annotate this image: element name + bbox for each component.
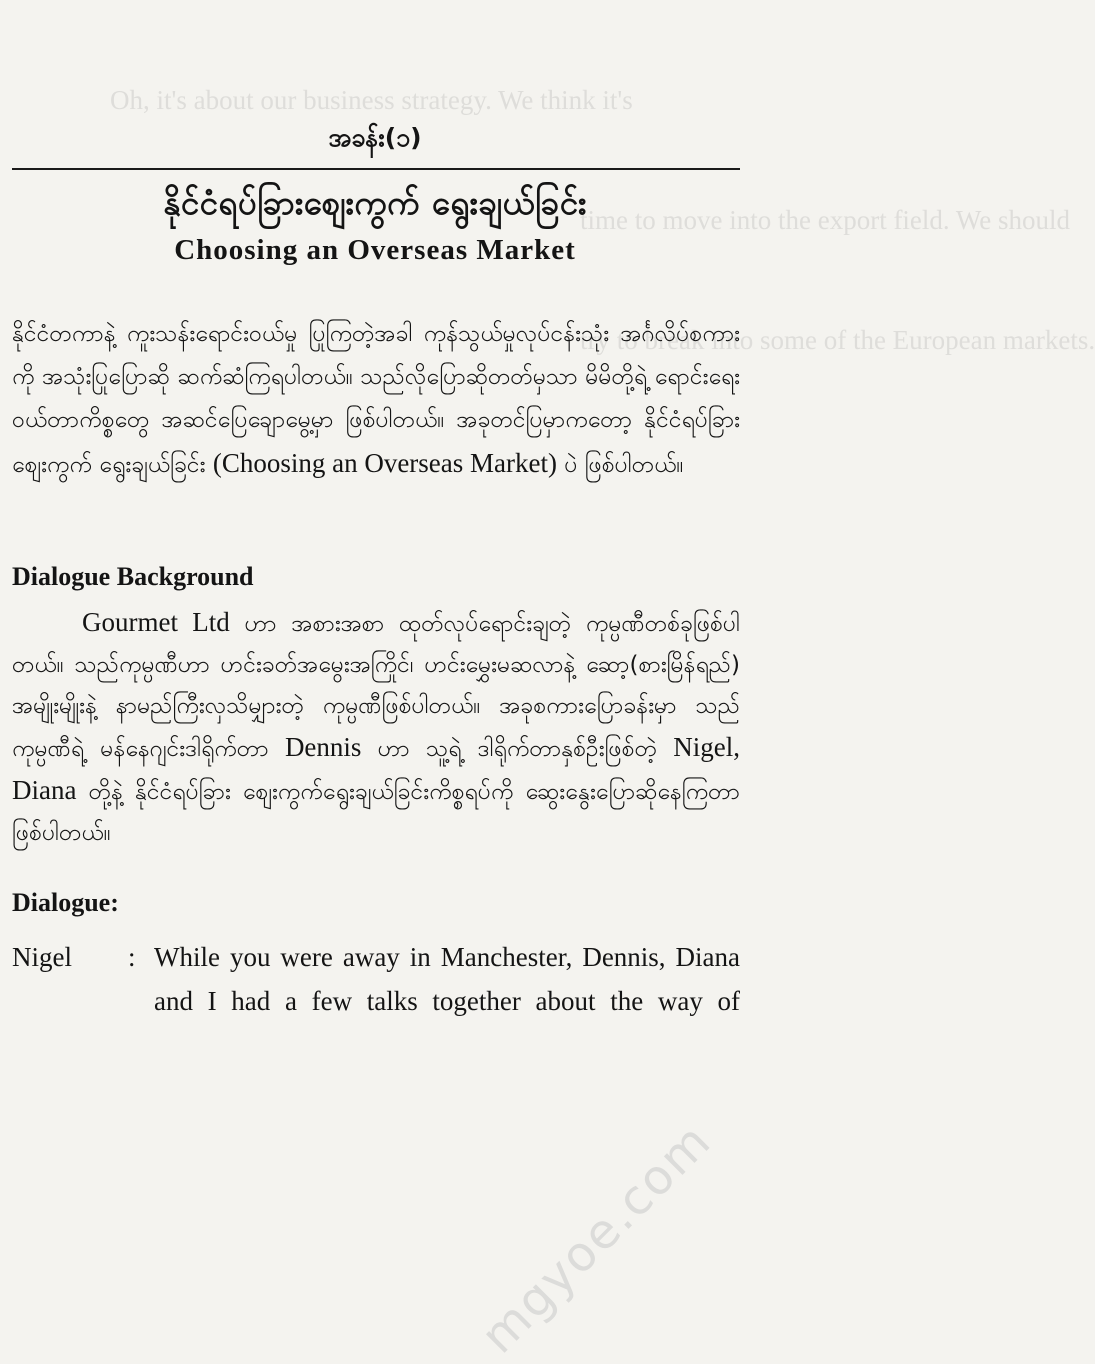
speech-text: While you were away in Manchester, Dennis, Diana and I had a few talks together about the way of (154, 942, 740, 1016)
speaker-name: Nigel (12, 942, 72, 972)
watermark: mgyoe.com (470, 1112, 722, 1364)
intro-text-english: (Choosing an Overseas Market) (212, 448, 557, 478)
background-text-1: ဟာ အစားအစာ ထုတ်လုပ်ရောင်းချတဲ့ ကုမ္ပဏီတစ်ခုဖြစ်ပါတယ်။ သည်ကုမ္ပဏီဟာ ဟင်းခတ်အမွေးအကြိုင်၊ ဟင်းမွှေးမဆလာနဲ့ ဆော့(စားမြိန်ရည်) အမျိုးမျိုးနဲ့ နာမည်ကြီးလှသိမျှားတဲ့ ကုမ္ပဏီဖြစ်ပါတယ်။ အခုစကားပြောခန်းမှာ သည်ကုမ္ပဏီရဲ့ မန်နေဂျင်းဒါရိုက်တာ (12, 611, 740, 762)
chapter-title-burmese: နိုင်ငံရပ်ခြားစျေးကွက် ရွေးချယ်ခြင်း (163, 183, 587, 222)
dialogue-background-paragraph (12, 602, 740, 854)
company-name: Gourmet Ltd (82, 607, 230, 637)
character-names: Nigel, Diana (12, 732, 740, 805)
bleed-line: time to move into the export field. We should (580, 205, 1070, 235)
intro-text-end: ပဲ ဖြစ်ပါတယ်။ (564, 452, 684, 478)
dialogue-heading: Dialogue: (12, 888, 119, 917)
bleed-line: try to break into some of the European markets. (580, 325, 1095, 355)
speaker-colon: : (128, 942, 136, 972)
chapter-number: အခန်း(၁) (328, 123, 422, 152)
dialogue-background-heading: Dialogue Background (12, 562, 254, 591)
background-text-2: ဟာ သူ့ရဲ့ ဒါရိုက်တာနှစ်ဦးဖြစ်တဲ့ (377, 736, 657, 762)
chapter-divider (12, 168, 740, 170)
bleed-line: Oh, it's about our business strategy. We think it's (110, 85, 633, 115)
intro-text-burmese: နိုင်ငံတကာနဲ့ ကူးသန်းရောင်းဝယ်မှု ပြုကြတဲ့အခါ ကုန်သွယ်မှုလုပ်ငန်းသုံး အင်္ဂလိပ်စကားကို အသုံးပြုပြောဆို ဆက်ဆံကြရပါတယ်။ သည်လိုပြောဆိုတတ်မှသာ မိမိတို့ရဲ့ ရောင်းရေးဝယ်တာကိစ္စတွေ အဆင်ပြေချောမွေ့မှာ ဖြစ်ပါတယ်။ အခုတင်ပြမှာကတော့ နိုင်ငံရပ်ခြားစျေးကွက် ရွေးချယ်ခြင်း (12, 321, 740, 478)
chapter-title-english: Choosing an Overseas Market (174, 234, 576, 266)
background-text-3: တို့နဲ့ နိုင်ငံရပ်ခြား စျေးကွက်ရွေးချယ်ခြင်းကိစ္စရပ်ကို ဆွေးနွေးပြောဆိုနေကြတာ ဖြစ်ပါတယ်။ (12, 779, 741, 846)
character-name-dennis: Dennis (284, 732, 362, 762)
